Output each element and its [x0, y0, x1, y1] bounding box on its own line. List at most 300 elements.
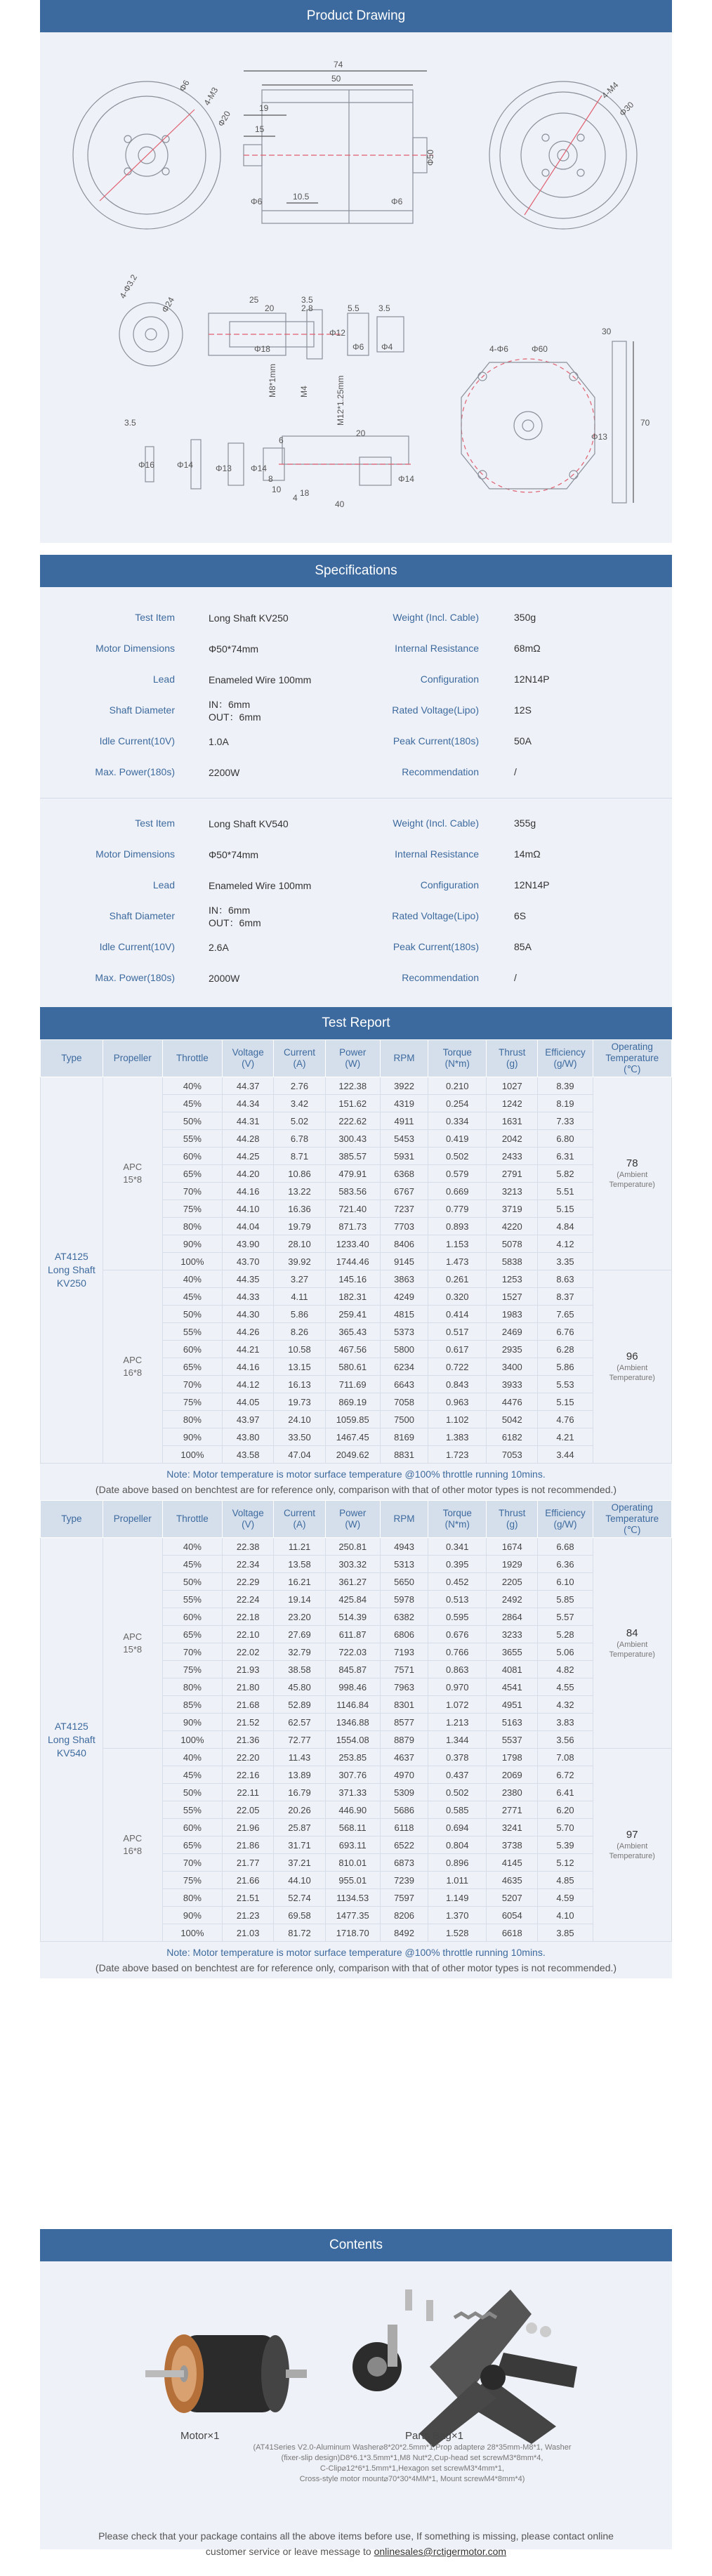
svg-text:Φ4: Φ4 [381, 342, 393, 352]
svg-text:2.8: 2.8 [301, 303, 313, 313]
table-cell: 21.93 [223, 1661, 274, 1678]
table-cell: 69.58 [274, 1907, 325, 1924]
table-cell: 5978 [380, 1591, 428, 1608]
table-cell: 711.69 [325, 1376, 380, 1393]
table-cell: 44.28 [223, 1130, 274, 1148]
table-cell: 60% [162, 1819, 222, 1836]
table-cell: 6368 [380, 1165, 428, 1183]
table-cell: 21.77 [223, 1854, 274, 1872]
table-cell: 11.21 [274, 1538, 325, 1556]
table-cell: 1798 [487, 1749, 538, 1766]
table-cell: 845.87 [325, 1661, 380, 1678]
contents-panel [40, 2261, 672, 2549]
table-header-cell: Voltage (V) [223, 1040, 274, 1077]
table-cell: 10.58 [274, 1341, 325, 1358]
table-cell: 22.34 [223, 1556, 274, 1573]
motor-label: Motor×1 [180, 2430, 220, 2442]
svg-text:3.5: 3.5 [124, 418, 136, 428]
svg-text:30: 30 [602, 327, 612, 336]
table-cell: 7571 [380, 1661, 428, 1678]
table-cell: 40% [162, 1538, 222, 1556]
contents-section [40, 2229, 672, 2549]
table-cell: 0.804 [428, 1836, 487, 1854]
table-cell: 81.72 [274, 1924, 325, 1942]
table-cell: 6382 [380, 1608, 428, 1626]
table-header-cell: RPM [380, 1501, 428, 1538]
table-cell: 22.05 [223, 1801, 274, 1819]
table-cell: 7058 [380, 1393, 428, 1411]
table-cell: 100% [162, 1924, 222, 1942]
table-cell: 13.22 [274, 1183, 325, 1200]
table-cell: 62.57 [274, 1714, 325, 1731]
table-cell: 1.473 [428, 1253, 487, 1270]
table-cell: 2771 [487, 1801, 538, 1819]
table-cell: 52.74 [274, 1889, 325, 1907]
table-cell: 5.51 [538, 1183, 593, 1200]
table-cell: 4.84 [538, 1218, 593, 1235]
spec-row: Motor Dimensions Φ50*74mm Internal Resistance 68mΩ [95, 643, 541, 655]
table-cell: 20.26 [274, 1801, 325, 1819]
table-cell: 90% [162, 1428, 222, 1446]
table-header-cell: Operating Temperature (℃) [593, 1040, 671, 1077]
table-cell: 0.963 [428, 1393, 487, 1411]
table-header-cell: Throttle [162, 1501, 222, 1538]
table-cell: 1.149 [428, 1889, 487, 1907]
table-cell: 371.33 [325, 1784, 380, 1801]
svg-text:Φ16: Φ16 [138, 460, 154, 470]
table-cell: 303.32 [325, 1556, 380, 1573]
motor-type-cell: AT4125 Long Shaft KV540 [41, 1538, 103, 1942]
table-cell: 5931 [380, 1148, 428, 1165]
table-cell: 151.62 [325, 1095, 380, 1112]
table-cell: 44.30 [223, 1306, 274, 1323]
motor-image [145, 2334, 307, 2413]
table-cell: 7.33 [538, 1112, 593, 1130]
table-cell: 80% [162, 1889, 222, 1907]
table-cell: 22.18 [223, 1608, 274, 1626]
svg-text:Φ13: Φ13 [591, 432, 607, 442]
table-cell: 22.29 [223, 1573, 274, 1591]
spec-row: Shaft Diameter IN：6mm OUT：6mm Rated Voltage(Lipo) 6S [109, 905, 527, 928]
svg-text:18: 18 [300, 488, 310, 498]
table-cell: 2069 [487, 1766, 538, 1784]
table-cell: 16.36 [274, 1200, 325, 1218]
table-cell: 22.20 [223, 1749, 274, 1766]
table-cell: 60% [162, 1341, 222, 1358]
table-cell: 869.19 [325, 1393, 380, 1411]
svg-text:M8*1mm: M8*1mm [268, 363, 277, 397]
table-cell: 5.82 [538, 1165, 593, 1183]
table-cell: 6.36 [538, 1556, 593, 1573]
svg-text:40: 40 [335, 499, 345, 509]
table-header-cell: Thrust (g) [487, 1501, 538, 1538]
table-cell: 611.87 [325, 1626, 380, 1643]
table-cell: 0.452 [428, 1573, 487, 1591]
table-cell: 44.35 [223, 1270, 274, 1288]
table-cell: 70% [162, 1643, 222, 1661]
table-cell: 25.87 [274, 1819, 325, 1836]
table-cell: 100% [162, 1446, 222, 1464]
table-cell: 8301 [380, 1696, 428, 1714]
spec-row: Lead Enameled Wire 100mm Configuration 12N14P [152, 879, 550, 891]
svg-text:Φ13: Φ13 [216, 464, 232, 473]
table-cell: 47.04 [274, 1446, 325, 1464]
table-cell: 1527 [487, 1288, 538, 1306]
table-cell: 0.210 [428, 1077, 487, 1095]
table-cell: 45% [162, 1766, 222, 1784]
table-cell: 44.16 [223, 1183, 274, 1200]
table-cell: 0.863 [428, 1661, 487, 1678]
table-cell: 365.43 [325, 1323, 380, 1341]
table-cell: 5.85 [538, 1591, 593, 1608]
table-cell: 1.528 [428, 1924, 487, 1942]
table-cell: 44.12 [223, 1376, 274, 1393]
table-cell: 8879 [380, 1731, 428, 1749]
table-cell: 4.55 [538, 1678, 593, 1696]
table-cell: 9145 [380, 1253, 428, 1270]
table-cell: 50% [162, 1306, 222, 1323]
table-cell: 8.26 [274, 1323, 325, 1341]
table-cell: 100% [162, 1731, 222, 1749]
table-header-cell: Power (W) [325, 1501, 380, 1538]
table-cell: 425.84 [325, 1591, 380, 1608]
table-header-cell: Type [41, 1501, 103, 1538]
product-drawing-section [40, 0, 672, 543]
table-cell: 22.38 [223, 1538, 274, 1556]
test-report-table [40, 1039, 672, 1464]
table-cell: 37.21 [274, 1854, 325, 1872]
table-cell: 1554.08 [325, 1731, 380, 1749]
table-cell: 1.383 [428, 1428, 487, 1446]
table-cell: 4249 [380, 1288, 428, 1306]
table-header-cell: Propeller [103, 1040, 162, 1077]
table-cell: 2042 [487, 1130, 538, 1148]
svg-text:Φ50: Φ50 [426, 150, 435, 166]
table-cell: 13.89 [274, 1766, 325, 1784]
table-cell: 13.58 [274, 1556, 325, 1573]
table-cell: 1718.70 [325, 1924, 380, 1942]
table-cell: 44.10 [274, 1872, 325, 1889]
table-cell: 998.46 [325, 1678, 380, 1696]
table-cell: 5800 [380, 1341, 428, 1358]
temperature-cell: 96 (Ambient Temperature) [593, 1270, 671, 1464]
table-cell: 4476 [487, 1393, 538, 1411]
table-cell: 7237 [380, 1200, 428, 1218]
motor-type-cell: AT4125 Long Shaft KV250 [41, 1077, 103, 1464]
table-cell: 307.76 [325, 1766, 380, 1784]
svg-text:M4: M4 [299, 386, 309, 397]
table-cell: 22.16 [223, 1766, 274, 1784]
table-cell: 0.395 [428, 1556, 487, 1573]
table-cell: 8.19 [538, 1095, 593, 1112]
spec-row: Idle Current(10V) 2.6A Peak Current(180s) 85A [99, 941, 532, 953]
table-cell: 6643 [380, 1376, 428, 1393]
table-cell: 11.43 [274, 1749, 325, 1766]
svg-text:10: 10 [272, 485, 282, 494]
table-cell: 5.86 [274, 1306, 325, 1323]
contents-title: Contents [40, 2229, 672, 2261]
table-cell: 100% [162, 1253, 222, 1270]
table-cell: 5.70 [538, 1819, 593, 1836]
table-cell: 3.42 [274, 1095, 325, 1112]
table-header-cell: Power (W) [325, 1040, 380, 1077]
table-cell: 44.04 [223, 1218, 274, 1235]
table-cell: 7597 [380, 1889, 428, 1907]
test-report-title: Test Report [40, 1007, 672, 1039]
svg-text:3.5: 3.5 [378, 303, 390, 313]
table-row [41, 1077, 672, 1095]
table-cell: 467.56 [325, 1341, 380, 1358]
table-cell: 65% [162, 1165, 222, 1183]
table-cell: 3.27 [274, 1270, 325, 1288]
table-cell: 4081 [487, 1661, 538, 1678]
table-cell: 40% [162, 1270, 222, 1288]
table-cell: 1027 [487, 1077, 538, 1095]
specifications-panel [40, 587, 672, 1037]
table-cell: 16.13 [274, 1376, 325, 1393]
spec-row: Motor Dimensions Φ50*74mm Internal Resistance 14mΩ [95, 848, 541, 860]
svg-text:Φ12: Φ12 [329, 328, 345, 338]
table-cell: 4.76 [538, 1411, 593, 1428]
table-cell: 55% [162, 1130, 222, 1148]
table-cell: 3738 [487, 1836, 538, 1854]
table-cell: 1.102 [428, 1411, 487, 1428]
footer-note: Please check that your package contains all the above items before use, If something is missing, please contact online customer service or leave message to onlinesales@rctigermotor.com [98, 2530, 614, 2557]
table-cell: 80% [162, 1678, 222, 1696]
table-cell: 259.41 [325, 1306, 380, 1323]
table-cell: 1059.85 [325, 1411, 380, 1428]
table-cell: 721.40 [325, 1200, 380, 1218]
table-cell: 4951 [487, 1696, 538, 1714]
table-header-cell: Thrust (g) [487, 1040, 538, 1077]
table-cell: 0.722 [428, 1358, 487, 1376]
table-cell: 5.15 [538, 1393, 593, 1411]
table-cell: 0.502 [428, 1148, 487, 1165]
table-cell: 21.52 [223, 1714, 274, 1731]
table-cell: 22.02 [223, 1643, 274, 1661]
propeller-cell: APC 16*8 [103, 1270, 162, 1464]
table-cell: 45% [162, 1288, 222, 1306]
table-cell: 0.766 [428, 1643, 487, 1661]
svg-text:Φ6: Φ6 [391, 197, 403, 206]
svg-text:4-M3: 4-M3 [202, 85, 220, 107]
table-cell: 1.072 [428, 1696, 487, 1714]
table-cell: 3.85 [538, 1924, 593, 1942]
table-cell: 5.06 [538, 1643, 593, 1661]
table-cell: 0.970 [428, 1678, 487, 1696]
table-cell: 0.261 [428, 1270, 487, 1288]
table-cell: 0.320 [428, 1288, 487, 1306]
table-cell: 90% [162, 1907, 222, 1924]
table-cell: 21.66 [223, 1872, 274, 1889]
table-cell: 75% [162, 1872, 222, 1889]
table-cell: 2469 [487, 1323, 538, 1341]
parts-bag-label: Parts Bag×1 [405, 2430, 463, 2442]
table-cell: 0.843 [428, 1376, 487, 1393]
table-cell: 27.69 [274, 1626, 325, 1643]
table-cell: 8406 [380, 1235, 428, 1253]
table-cell: 50% [162, 1573, 222, 1591]
table-cell: 33.50 [274, 1428, 325, 1446]
table-cell: 1.370 [428, 1907, 487, 1924]
table-cell: 5537 [487, 1731, 538, 1749]
table-cell: 3719 [487, 1200, 538, 1218]
table-cell: 39.92 [274, 1253, 325, 1270]
table-cell: 7963 [380, 1678, 428, 1696]
svg-text:20: 20 [356, 428, 366, 438]
svg-text:Φ6: Φ6 [352, 342, 364, 352]
table-cell: 0.676 [428, 1626, 487, 1643]
table-cell: 55% [162, 1323, 222, 1341]
table-cell: 22.11 [223, 1784, 274, 1801]
table-cell: 6873 [380, 1854, 428, 1872]
table-cell: 1631 [487, 1112, 538, 1130]
table-cell: 43.90 [223, 1235, 274, 1253]
table-header-cell: Torque (N*m) [428, 1501, 487, 1538]
table-cell: 5.86 [538, 1358, 593, 1376]
table-cell: 1674 [487, 1538, 538, 1556]
table-cell: 1346.88 [325, 1714, 380, 1731]
table-cell: 2205 [487, 1573, 538, 1591]
table-cell: 4.82 [538, 1661, 593, 1678]
svg-text:Φ14: Φ14 [177, 460, 193, 470]
table-cell: 3933 [487, 1376, 538, 1393]
specifications-section [40, 555, 672, 1037]
spec-row: Test Item Long Shaft KV250 Weight (Incl. Cable) 350g [135, 612, 536, 624]
table-cell: 361.27 [325, 1573, 380, 1591]
parts-bag-image [352, 2289, 577, 2447]
svg-text:Φ20: Φ20 [216, 109, 233, 129]
table-cell: 1242 [487, 1095, 538, 1112]
table-cell: 4635 [487, 1872, 538, 1889]
table-cell: 6618 [487, 1924, 538, 1942]
table-cell: 4637 [380, 1749, 428, 1766]
table-cell: 4319 [380, 1095, 428, 1112]
table-cell: 4145 [487, 1854, 538, 1872]
parts-description: (AT41Series V2.0-Aluminum Washer⌀8*20*2.5mm*1,Prop adapter⌀ 28*35mm-M8*1, Washer (fixer-slip design)D8*6.1*3.5mm*1,M8 Nut*2,Cup-head set screwM3*8mm*4, C-Clip⌀12*6*1.5mm*1,Hexagon set screwM3*4mm*1, Cross-style motor mount⌀70*30*4MM*1, Mount screwM4*8mm*4) [253, 2443, 572, 2483]
table-cell: 6.31 [538, 1148, 593, 1165]
table-cell: 3400 [487, 1358, 538, 1376]
table-cell: 44.16 [223, 1358, 274, 1376]
table-cell: 514.39 [325, 1608, 380, 1626]
table-cell: 8.39 [538, 1077, 593, 1095]
table-cell: 1.153 [428, 1235, 487, 1253]
table-cell: 31.71 [274, 1836, 325, 1854]
table-cell: 5.15 [538, 1200, 593, 1218]
table-cell: 5078 [487, 1235, 538, 1253]
table-cell: 4220 [487, 1218, 538, 1235]
svg-text:8: 8 [268, 474, 273, 484]
table-cell: 182.31 [325, 1288, 380, 1306]
table-cell: 6.20 [538, 1801, 593, 1819]
temperature-cell: 84 (Ambient Temperature) [593, 1538, 671, 1749]
table-cell: 0.502 [428, 1784, 487, 1801]
table-cell: 5.53 [538, 1376, 593, 1393]
table-cell: 6.80 [538, 1130, 593, 1148]
table-cell: 21.03 [223, 1924, 274, 1942]
table-header-cell: Current (A) [274, 1040, 325, 1077]
table-cell: 1.723 [428, 1446, 487, 1464]
table-cell: 44.34 [223, 1095, 274, 1112]
table-cell: 300.43 [325, 1130, 380, 1148]
table-cell: 1983 [487, 1306, 538, 1323]
table-cell: 7053 [487, 1446, 538, 1464]
support-email-link[interactable]: onlinesales@rctigermotor.com [374, 2546, 507, 2557]
table-cell: 5373 [380, 1323, 428, 1341]
table-cell: 44.05 [223, 1393, 274, 1411]
table-header-cell: Voltage (V) [223, 1501, 274, 1538]
table-cell: 21.36 [223, 1731, 274, 1749]
table-header-cell: Efficiency (g/W) [538, 1040, 593, 1077]
table-cell: 1467.45 [325, 1428, 380, 1446]
svg-text:4-Φ6: 4-Φ6 [489, 344, 508, 354]
table-cell: 4.11 [274, 1288, 325, 1306]
svg-text:Φ18: Φ18 [254, 344, 270, 354]
svg-text:Φ6: Φ6 [177, 78, 192, 93]
table-cell: 3.56 [538, 1731, 593, 1749]
table-cell: 70% [162, 1183, 222, 1200]
table-cell: 6.28 [538, 1341, 593, 1358]
table-cell: 45.80 [274, 1678, 325, 1696]
svg-text:15: 15 [255, 124, 265, 134]
table-cell: 3.35 [538, 1253, 593, 1270]
svg-text:Φ24: Φ24 [159, 295, 177, 315]
table-cell: 65% [162, 1626, 222, 1643]
table-cell: 0.513 [428, 1591, 487, 1608]
table-cell: 3233 [487, 1626, 538, 1643]
table-cell: 1253 [487, 1270, 538, 1288]
table-cell: 5.28 [538, 1626, 593, 1643]
svg-text:Φ60: Φ60 [532, 344, 548, 354]
table-cell: 44.26 [223, 1323, 274, 1341]
table-cell: 5.57 [538, 1608, 593, 1626]
table-cell: 7500 [380, 1411, 428, 1428]
table-cell: 52.89 [274, 1696, 325, 1714]
technical-drawing [40, 32, 672, 543]
table-cell: 21.68 [223, 1696, 274, 1714]
table-cell: 2935 [487, 1341, 538, 1358]
table-cell: 2380 [487, 1784, 538, 1801]
table-cell: 21.80 [223, 1678, 274, 1696]
product-drawing-panel [40, 32, 672, 543]
table-cell: 6522 [380, 1836, 428, 1854]
table-cell: 3.83 [538, 1714, 593, 1731]
table-cell: 145.16 [325, 1270, 380, 1288]
test-report-table [40, 1500, 672, 1942]
table-cell: 40% [162, 1749, 222, 1766]
table-header-cell: Throttle [162, 1040, 222, 1077]
table-cell: 4.10 [538, 1907, 593, 1924]
table-cell: 2864 [487, 1608, 538, 1626]
temperature-cell: 97 (Ambient Temperature) [593, 1749, 671, 1942]
table-cell: 0.595 [428, 1608, 487, 1626]
table-cell: 40% [162, 1077, 222, 1095]
spec-row: Test Item Long Shaft KV540 Weight (Incl. Cable) 355g [135, 817, 536, 829]
spec-row: Shaft Diameter IN：6mm OUT：6mm Rated Voltage(Lipo) 12S [109, 699, 532, 723]
table-cell: 4.32 [538, 1696, 593, 1714]
table-cell: 7193 [380, 1643, 428, 1661]
table-cell: 16.79 [274, 1784, 325, 1801]
table-cell: 583.56 [325, 1183, 380, 1200]
svg-text:50: 50 [331, 74, 341, 84]
table-cell: 8831 [380, 1446, 428, 1464]
table-cell: 4911 [380, 1112, 428, 1130]
spec-row: Idle Current(10V) 1.0A Peak Current(180s) 50A [99, 735, 532, 747]
table-cell: 5.39 [538, 1836, 593, 1854]
table-cell: 75% [162, 1200, 222, 1218]
table-cell: 80% [162, 1411, 222, 1428]
table-cell: 8492 [380, 1924, 428, 1942]
